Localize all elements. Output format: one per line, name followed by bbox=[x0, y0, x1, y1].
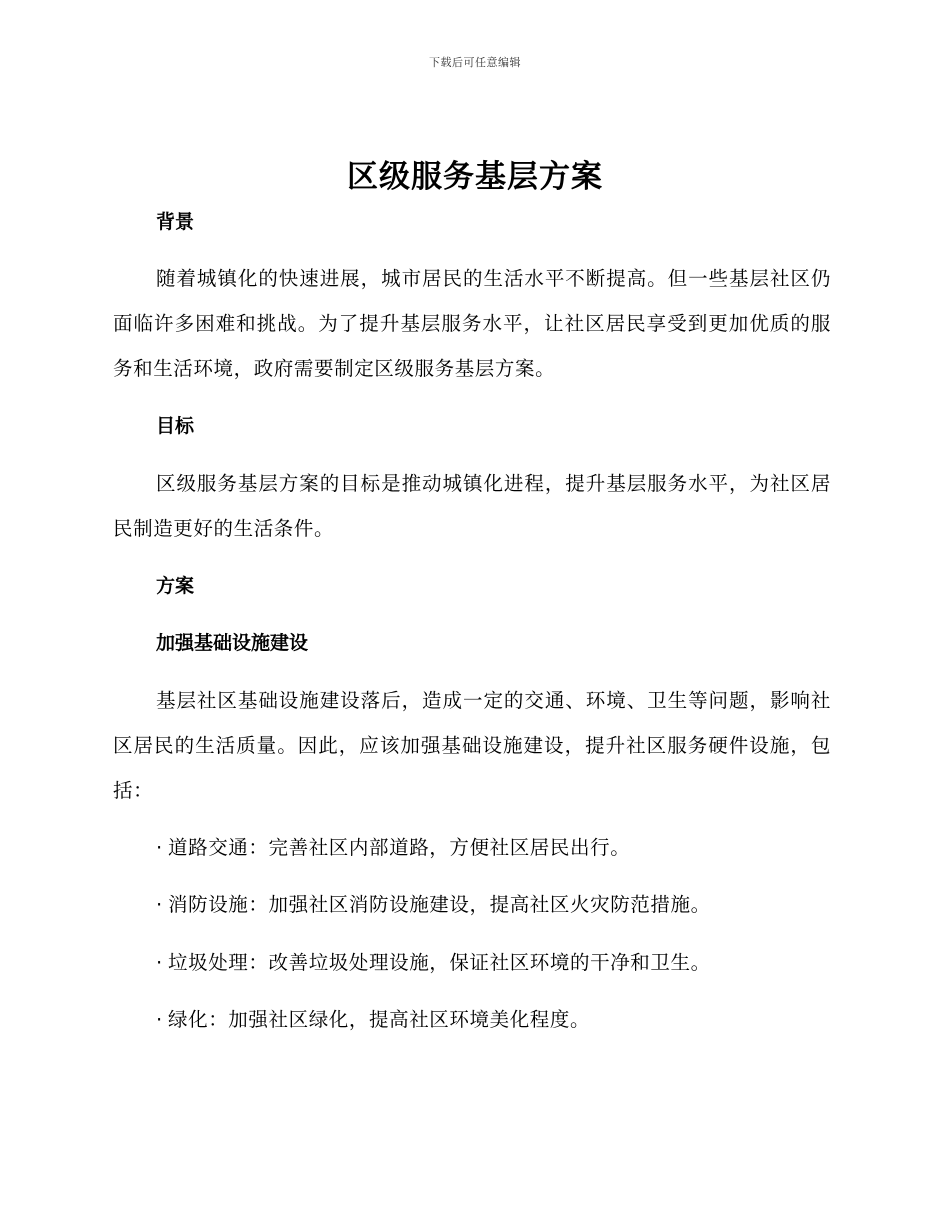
list-item bbox=[156, 891, 711, 919]
bullet-dot: · bbox=[156, 893, 163, 916]
bullet-dot: · bbox=[156, 951, 163, 974]
subheading-infrastructure: 加强基础设施建设 bbox=[156, 632, 309, 654]
heading-goal: 目标 bbox=[156, 415, 195, 437]
list-item bbox=[156, 834, 630, 862]
list-item bbox=[156, 1006, 590, 1034]
paragraph-background: 随着城镇化的快速进展，城市居民的生活水平不断提高。但一些基层社区仍面临许多困难和挑战。为了提升基层服务水平，让社区居民享受到更加优质的服务和生活环境，政府需要制定区级服务基层方案。 bbox=[113, 267, 831, 380]
list-item-text: 消防设施：加强社区消防设施建设，提高社区火灾防范措施。 bbox=[168, 893, 711, 916]
list-item-text: 垃圾处理：改善垃圾处理设施，保证社区环境的干净和卫生。 bbox=[168, 951, 711, 974]
list-item bbox=[156, 949, 711, 977]
list-item-text: 绿化：加强社区绿化，提高社区环境美化程度。 bbox=[168, 1008, 591, 1031]
header-note: 下载后可任意编辑 bbox=[429, 56, 521, 69]
bullet-dot: · bbox=[156, 1008, 163, 1031]
bullet-dot: · bbox=[156, 836, 163, 859]
paragraph-goal: 区级服务基层方案的目标是推动城镇化进程，提升基层服务水平，为社区居民制造更好的生活条件。 bbox=[113, 472, 831, 540]
document-title: 区级服务基层方案 bbox=[347, 159, 603, 195]
list-item-text: 道路交通：完善社区内部道路，方便社区居民出行。 bbox=[168, 836, 631, 859]
heading-plan: 方案 bbox=[156, 575, 195, 597]
heading-background: 背景 bbox=[156, 211, 195, 233]
paragraph-infrastructure: 基层社区基础设施建设落后，造成一定的交通、环境、卫生等问题，影响社区居民的生活质量。因此，应该加强基础设施建设，提升社区服务硬件设施，包括： bbox=[113, 689, 831, 802]
